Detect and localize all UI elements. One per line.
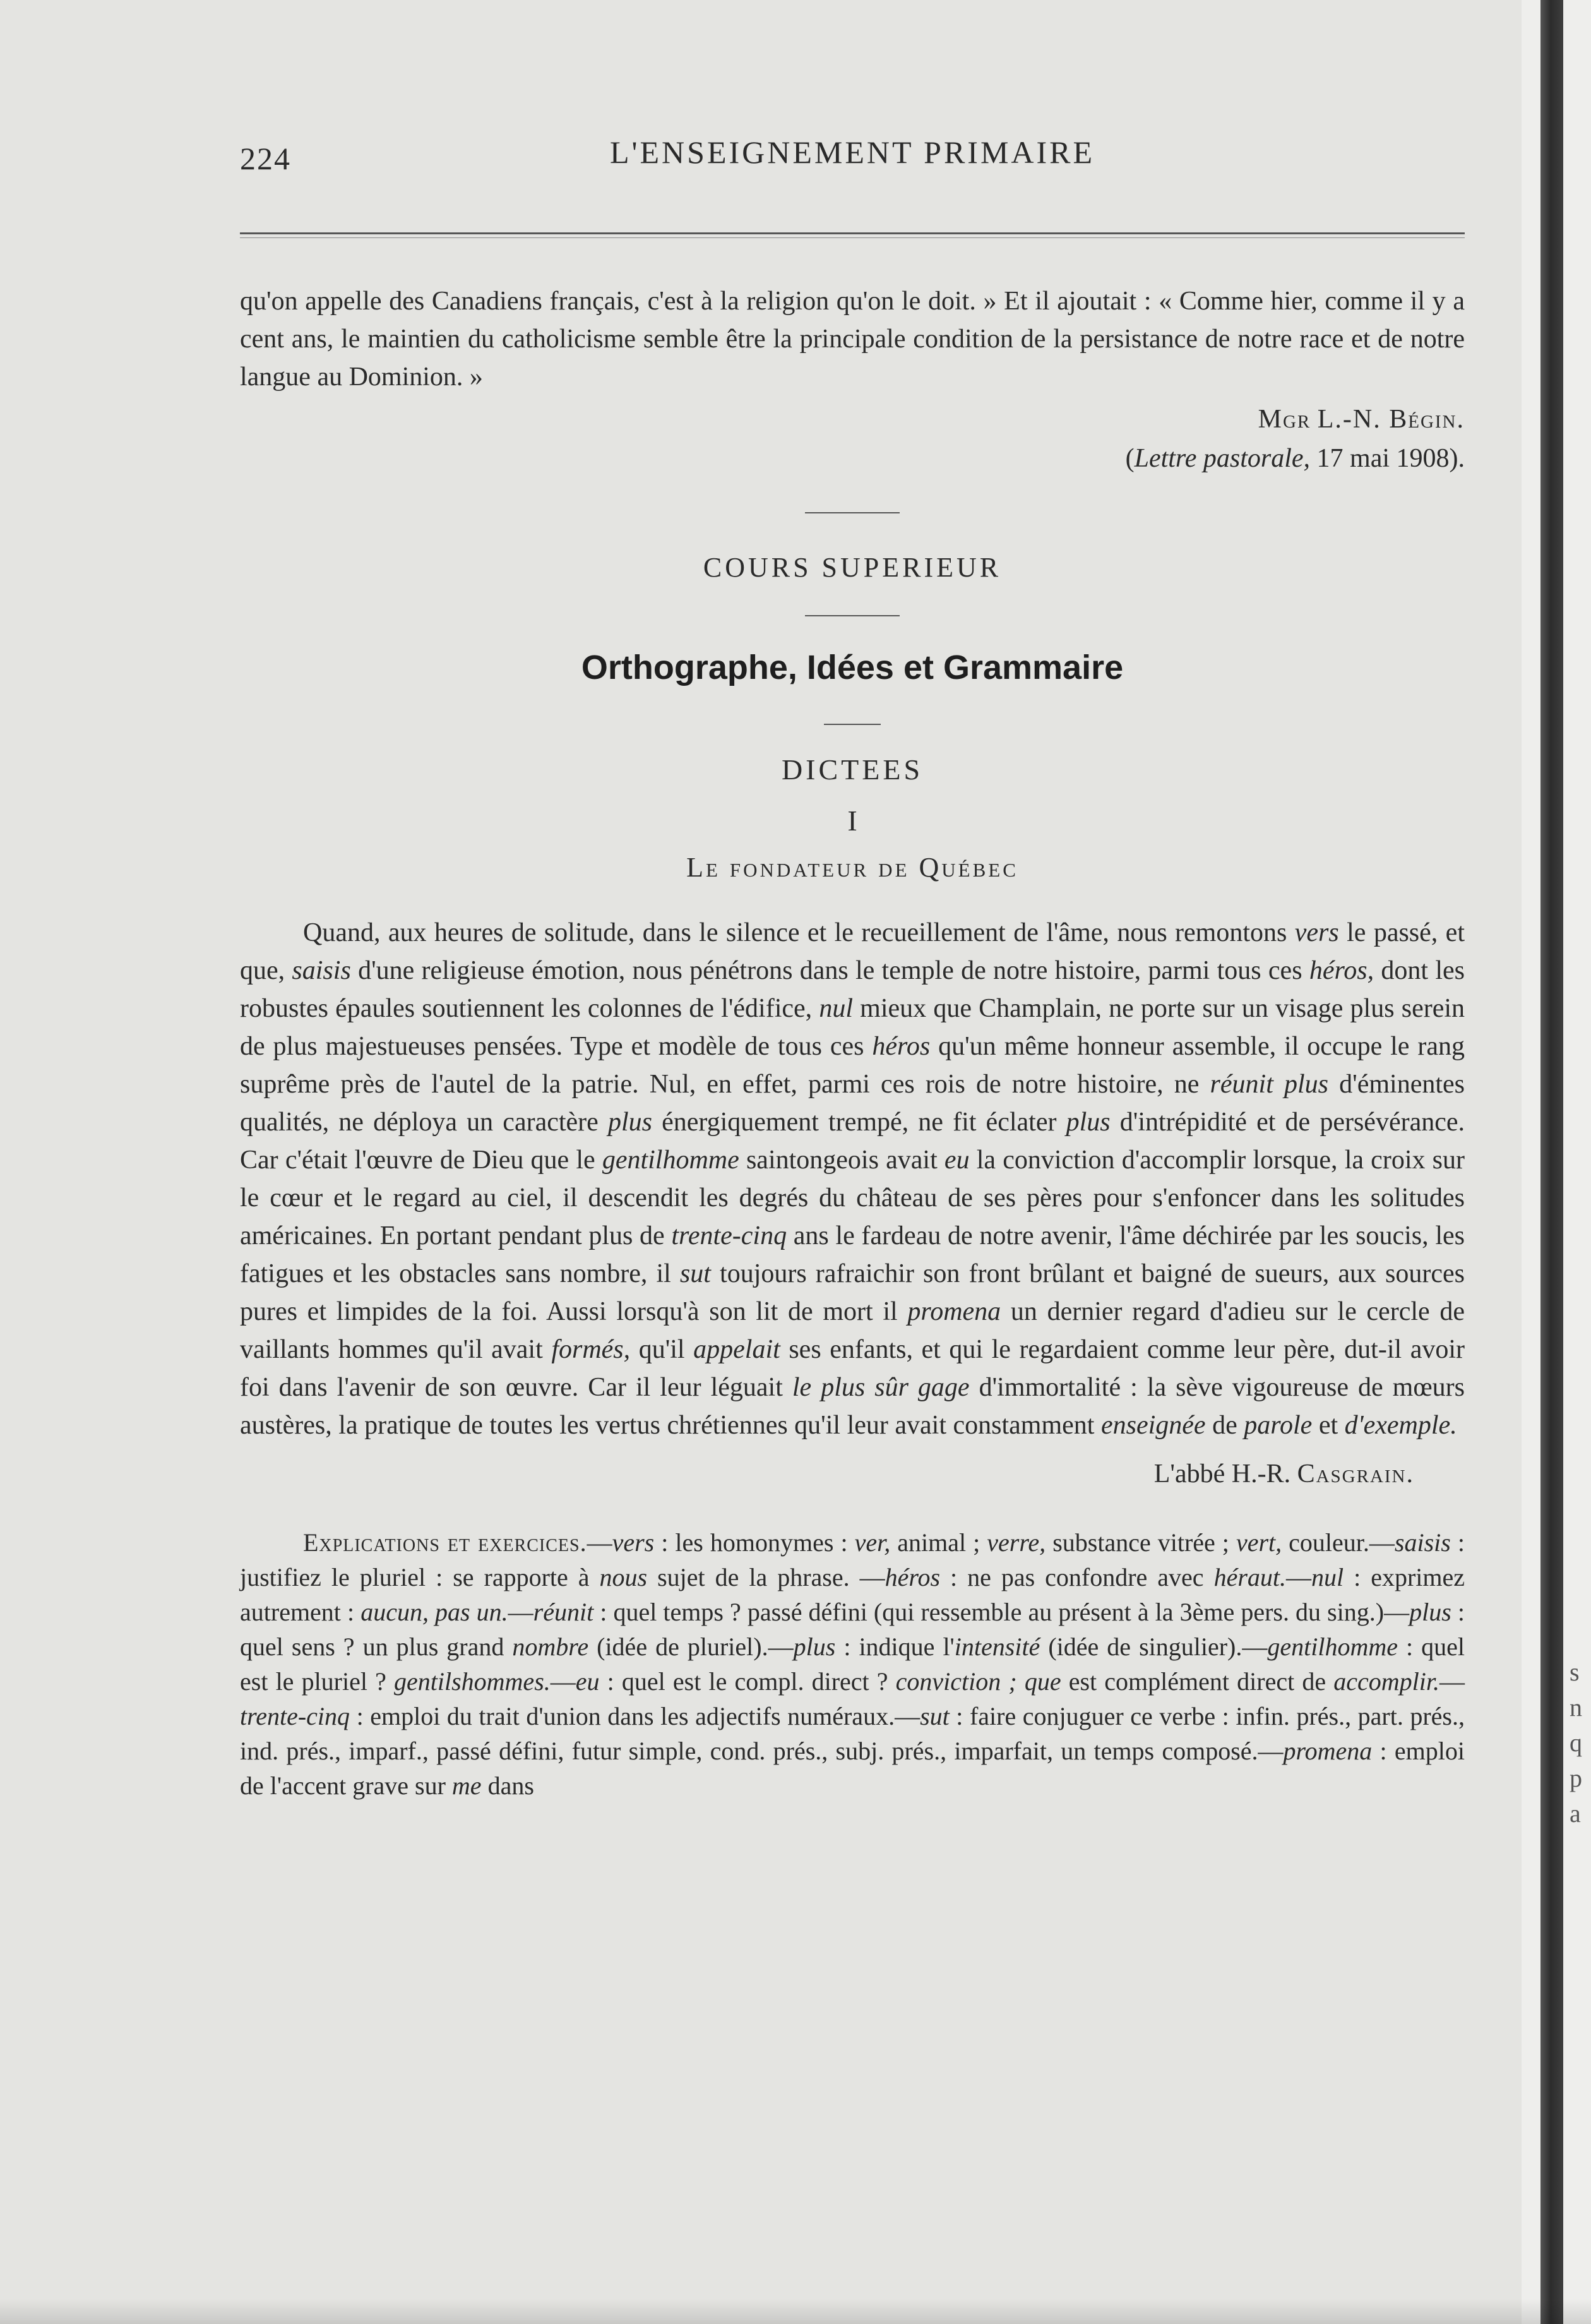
text-run: (idée de pluriel).— <box>588 1632 794 1661</box>
italic-term: nul <box>819 994 854 1023</box>
text-run: — <box>1439 1667 1465 1696</box>
italic-term: ver, <box>854 1528 891 1557</box>
italic-term: promena <box>1283 1737 1373 1765</box>
signature-title: Mgr <box>1258 405 1311 434</box>
italic-term: le plus sûr gage <box>792 1373 970 1402</box>
text-run: : quel sens ? un plus grand <box>240 1598 1465 1661</box>
page-header <box>240 126 1465 196</box>
italic-term: plus <box>793 1632 836 1661</box>
text-run: : ne pas confondre avec <box>940 1563 1214 1591</box>
text-run: dont les robustes épaules soutiennent les colonnes de l'édifice, <box>240 956 1465 1023</box>
italic-term: héros <box>885 1563 941 1591</box>
italic-term: gentilshommes. <box>394 1667 551 1696</box>
text-run: d'une religieuse émotion, nous pénétrons dans le temple de notre histoire, parmi tous ces <box>350 956 1309 985</box>
section-label: COURS SUPERIEUR <box>703 552 1002 583</box>
text-run: : les homonymes : <box>654 1528 855 1557</box>
text-run: : quel est le compl. direct ? <box>599 1667 896 1696</box>
text-run: d'intrépidité et de persévérance. Car c'était l'œuvre de Dieu que le <box>240 1108 1465 1175</box>
italic-term: gentilhomme <box>1267 1632 1398 1661</box>
text-run: qu'un même honneur assemble, il occupe le rang suprême près de l'autel de la patrie. Nul, en effet, parmi ces rois de notre histoire, ne <box>240 1032 1465 1099</box>
text-run: — <box>550 1667 576 1696</box>
intro-paragraph: qu'on appelle des Canadiens français, c'est à la religion qu'on le doit. » Et il ajoutait : « Comme hier, comme il y a cent ans, le maintien du catholicisme semble être la principale condition de la persistance de notre race et de notre langue au Dominion. » <box>240 287 1465 392</box>
text-run: le passé, et que, <box>240 918 1465 985</box>
author-prefix: L'abbé H.-R. <box>1153 1459 1297 1488</box>
dictee-text <box>240 914 1465 1444</box>
explications-paragraph <box>240 1525 1465 1803</box>
italic-term: parole <box>1244 1411 1313 1440</box>
italic-term: nombre <box>512 1632 589 1661</box>
text-run: substance vitrée ; <box>1046 1528 1236 1557</box>
italic-term: plus <box>1066 1108 1111 1137</box>
dictee-title: Le fondateur de Québec <box>686 852 1018 883</box>
italic-term: vers <box>1294 918 1339 947</box>
running-title: L'ENSEIGNEMENT PRIMAIRE <box>609 135 1095 170</box>
page-number: 224 <box>240 141 291 176</box>
italic-term: héros, <box>1309 956 1374 985</box>
text-run: : emploi de l'accent grave sur <box>240 1737 1465 1800</box>
italic-term: réunit plus <box>1210 1070 1329 1099</box>
italic-term: gentilhomme <box>602 1146 739 1175</box>
italic-term: aucun, pas un. <box>361 1598 508 1626</box>
text-run: d'immortalité : la sève vigoureuse de mœurs austères, la pratique de toutes les vertus chrétiennes qu'il leur avait constamment <box>240 1373 1465 1440</box>
text-run: d'éminentes qualités, ne déploya un caractère <box>240 1070 1465 1137</box>
section-divider <box>805 512 900 513</box>
title-divider <box>824 724 881 725</box>
italic-term: intensité <box>954 1632 1040 1661</box>
italic-term: accomplir. <box>1333 1667 1439 1696</box>
italic-term: sut <box>920 1702 950 1730</box>
text-run: ses enfants, et qui le regardaient comme leur père, dut-il avoir foi dans l'avenir de son œuvre. Car il leur léguait <box>240 1335 1465 1402</box>
small-caps-heading: Explications et exercices. <box>303 1528 587 1557</box>
italic-term: héros <box>872 1032 931 1061</box>
text-run: : emploi du trait d'union dans les adjectifs numéraux.— <box>350 1702 921 1730</box>
source-open-paren: ( <box>1125 444 1135 473</box>
text-run: saintongeois avait <box>739 1146 944 1175</box>
italic-term: appelait <box>693 1335 780 1364</box>
text-run: toujours rafraichir son front brûlant et baigné de sueurs, aux sources pures et limpides de la foi. Aussi lorsqu'à son lit de mort il <box>240 1259 1465 1326</box>
facing-page-edge-text <box>1570 1655 1591 1831</box>
italic-term: promena <box>907 1297 1001 1326</box>
book-spine <box>1540 0 1563 2324</box>
source-title: Lettre pastorale, <box>1134 444 1311 473</box>
text-run: et <box>1312 1411 1345 1440</box>
text-run: sujet de la phrase. — <box>647 1563 885 1591</box>
text-run: la conviction d'accomplir lorsque, la croix sur le cœur et le regard au ciel, il descendit les degrés du château de ses pères pour s'enfoncer dans les solitudes américaines. En portant pendant plus de <box>240 1146 1465 1250</box>
section-divider <box>805 615 900 616</box>
signature-name: L.-N. Bégin. <box>1317 405 1465 434</box>
text-run: de <box>1205 1411 1244 1440</box>
dictee-paragraph <box>240 914 1465 1444</box>
italic-term: d'exemple. <box>1344 1411 1457 1440</box>
text-run: — <box>508 1598 533 1626</box>
text-run: mieux que Champlain, ne porte sur un visage plus serein de plus majestueuses pensées. Type et modèle de tous ces <box>240 994 1465 1061</box>
book-page <box>240 126 1465 1803</box>
page-bottom-shadow <box>0 2299 1591 2324</box>
text-run: — <box>1286 1563 1311 1591</box>
text-run: — <box>587 1528 612 1557</box>
source-date: 17 mai 1908). <box>1310 444 1465 473</box>
main-title: Orthographe, Idées et Grammaire <box>581 649 1124 686</box>
italic-term: nous <box>599 1563 648 1591</box>
italic-term: trente-cinq <box>240 1702 350 1730</box>
italic-term: eu <box>575 1667 600 1696</box>
facing-page-letter: n <box>1570 1693 1582 1722</box>
facing-page-letter: a <box>1570 1799 1581 1828</box>
text-run: : exprimez autrement : <box>240 1563 1465 1626</box>
italic-term: conviction ; que <box>895 1667 1061 1696</box>
italic-term: saisis <box>292 956 351 985</box>
text-run: est complément direct de <box>1061 1667 1334 1696</box>
text-run: : faire conjuguer ce verbe : infin. prés., part. prés., ind. prés., imparf., passé défini, futur simple, cond. prés., subj. prés., imparfait, un temps composé.— <box>240 1702 1465 1765</box>
text-run: : quel est le pluriel ? <box>240 1632 1465 1696</box>
italic-term: plus <box>1409 1598 1451 1626</box>
italic-term: sut <box>679 1259 711 1288</box>
dictee-number: I <box>847 805 857 837</box>
italic-term: verre, <box>987 1528 1046 1557</box>
text-run: : quel temps ? passé défini (qui ressemble au présent à la 3ème pers. du sing.)— <box>593 1598 1410 1626</box>
italic-term: vert, <box>1236 1528 1282 1557</box>
text-run: couleur.— <box>1282 1528 1395 1557</box>
text-run: dans <box>481 1771 534 1800</box>
text-run: : indique l' <box>835 1632 955 1661</box>
facing-page-letter: s <box>1570 1658 1580 1686</box>
text-run: (idée de singulier).— <box>1040 1632 1268 1661</box>
text-run: : justifiez le pluriel : se rapporte à <box>240 1528 1465 1591</box>
subsection-title: DICTEES <box>781 753 924 786</box>
text-run: énergiquement trempé, ne fit éclater <box>652 1108 1066 1137</box>
facing-page-letter: p <box>1570 1764 1582 1792</box>
author-name: Casgrain. <box>1297 1459 1414 1488</box>
italic-term: vers <box>612 1528 655 1557</box>
header-rule <box>240 232 1465 238</box>
text-run: ans le fardeau de notre avenir, l'âme déchirée par les soucis, les fatigues et les obstacles sans nombre, il <box>240 1221 1465 1288</box>
text-run: Quand, aux heures de solitude, dans le silence et le recueillement de l'âme, nous remontons <box>303 918 1295 947</box>
dictee-author <box>240 1454 1465 1494</box>
signature <box>240 400 1465 439</box>
italic-term: plus <box>607 1108 652 1137</box>
text-run: un dernier regard d'adieu sur le cercle de vaillants hommes qu'il avait <box>240 1297 1465 1364</box>
italic-term: me <box>451 1771 482 1800</box>
italic-term: héraut. <box>1213 1563 1286 1591</box>
italic-term: formés, <box>551 1335 631 1364</box>
italic-term: nul <box>1311 1563 1344 1591</box>
facing-page-letter: q <box>1570 1728 1582 1757</box>
italic-term: réunit <box>533 1598 594 1626</box>
italic-term: saisis <box>1394 1528 1451 1557</box>
italic-term: eu <box>944 1146 970 1175</box>
text-run: qu'il <box>630 1335 694 1364</box>
italic-term: enseignée <box>1100 1411 1206 1440</box>
italic-term: trente-cinq <box>671 1221 787 1250</box>
source-citation <box>240 439 1465 478</box>
text-run: animal ; <box>890 1528 987 1557</box>
